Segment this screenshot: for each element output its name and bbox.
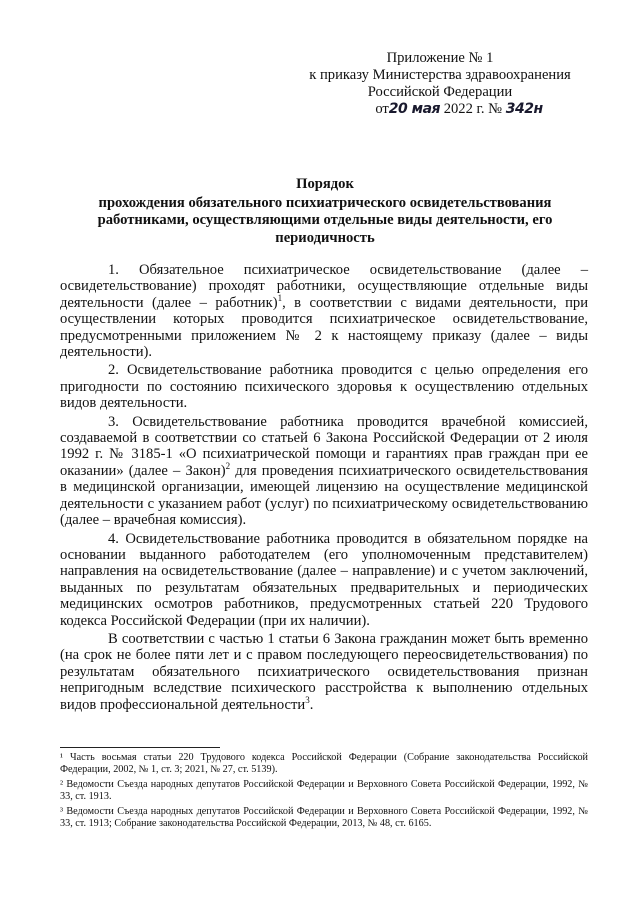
title-line-2: работниками, осуществляющими отдельные виды деятельности, его <box>97 212 553 228</box>
annex-number: Приложение № 1 <box>386 50 494 66</box>
paragraph-1-text: 1. Обязательное психиатрическое освидетельствование (далее – освидетельствование) проходят работники, осуществляющие отдельные виды деятельности (далее – работник) <box>60 262 588 311</box>
paragraph-2: 2. Освидетельствование работника проводится с целью определения его пригодности по состоянию психического здоровья к осуществлению отдельных видов деятельности. <box>60 362 588 412</box>
document-body <box>60 262 588 715</box>
paragraph-3 <box>60 414 588 529</box>
footnote-1: ¹ Часть восьмая статьи 220 Трудового кодекса Российской Федерации (Собрание законодательства Российской Федерации, 2002, № 1, ст. 3; 2021, № 27, ст. 5139). <box>60 752 588 776</box>
date-year: 2022 г. № <box>443 101 503 117</box>
annex-header <box>290 50 590 118</box>
footnote-ref-1: 1 <box>277 292 283 303</box>
footnote-divider <box>60 747 220 748</box>
document-title <box>60 176 590 247</box>
annex-order-ref: к приказу Министерства здравоохранения <box>309 67 571 83</box>
date-prefix: от <box>375 101 389 117</box>
handwritten-order-number: 342н <box>505 101 543 117</box>
handwritten-date: 20 мая <box>388 101 441 117</box>
paragraph-5 <box>60 631 588 713</box>
title-line-1: прохождения обязательного психиатрического освидетельствования <box>98 194 552 211</box>
footnote-ref-3: 3 <box>305 694 310 705</box>
footnote-3: ³ Ведомости Съезда народных депутатов Российской Федерации и Верховного Совета Российской Федерации, 1992, № 33, ст. 1913; Собрание законодательства Российской Федерации, 2013, № 48, ст. 6165. <box>60 805 588 830</box>
paragraph-5-text: В соответствии с частью 1 статьи 6 Закона гражданин может быть временно (на срок не более пяти лет и с правом последующего переосвидетельствования) по результатам обязательного психиатрического освидетельствования признан непригодным вследствие психического расстройства к выполнению отдельных видов профессиональной деятельности <box>60 630 588 713</box>
footnotes <box>60 752 588 832</box>
title-main: Порядок <box>296 176 354 192</box>
annex-ministry: Российской Федерации <box>367 84 513 100</box>
footnote-2: ² Ведомости Съезда народных депутатов Российской Федерации и Верховного Совета Российской Федерации, 1992, № 33, ст. 1913. <box>60 778 588 803</box>
footnote-ref-2: 2 <box>225 461 231 472</box>
paragraph-4: 4. Освидетельствование работника проводится в обязательном порядке на основании выданного работодателем (его уполномоченным представителем) направления на освидетельствование (далее – направление) и с учетом заключений, выданных по результатам обязательных предварительных и периодических медицинских осмотров работников, предусмотренных статьей 220 Трудового кодекса Российской Федерации (при их наличии). <box>60 530 588 629</box>
paragraph-3-text-cont: для проведения психиатрического освидетельствования в медицинской организации, имеющей лицензию на осуществление медицинской деятельности с указанием работ (услуг) по психиатрическому освидетельствованию (далее – врачебная комиссия). <box>60 462 589 529</box>
paragraph-1 <box>60 262 588 360</box>
title-line-3: периодичность <box>275 229 375 246</box>
paragraph-3-text: 3. Освидетельствование работника проводится врачебной комиссией, создаваемой в соответствии со статьей 6 Закона Российской Федерации от 2 июля 1992 г. № 3185-1 «О психиатрической помощи и гарантиях прав граждан при ее оказании» (далее – Закон) <box>60 413 588 479</box>
annex-date-line <box>328 101 590 118</box>
paragraph-5-end: . <box>309 696 314 713</box>
paragraph-1-text-cont: , в соответствии с видами деятельности, при осуществлении которых проводится психиатрическое освидетельствование, предусмотренными приложением № 2 к настоящему приказу (далее – виды деятельности). <box>60 294 589 361</box>
